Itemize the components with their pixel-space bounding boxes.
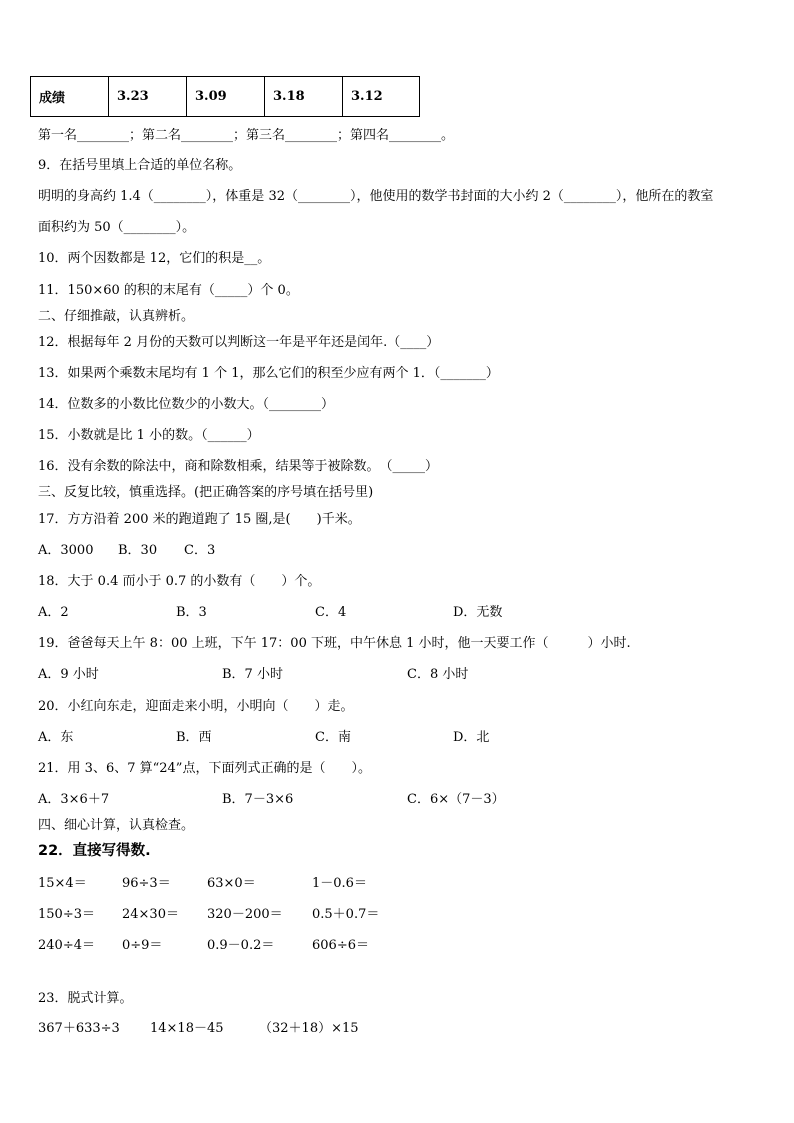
q14: 14．位数多的小数比位数少的小数大。（________） — [38, 397, 335, 412]
q21-option-c: C．6×（7－3） — [407, 792, 505, 807]
calc-item: 320－200＝ — [207, 907, 283, 922]
q18-option-a: A．2 — [38, 605, 69, 620]
rank-answer-line: 第一名________；第二名________；第三名________；第四名________。 — [38, 128, 455, 143]
calc-item: 0.9－0.2＝ — [207, 938, 275, 953]
q18-option-c: C．4 — [315, 605, 347, 620]
calc-item: 15×4＝ — [38, 876, 87, 891]
q19-option-b: B．7 小时 — [222, 667, 283, 682]
table-cell: 3.12 — [343, 77, 420, 117]
q19-stem: 19．爸爸每天上午 8：00 上班，下午 17：00 下班，中午休息 1 小时，他一天要工作（ ）小时. — [38, 636, 631, 651]
q19-option-c: C．8 小时 — [407, 667, 469, 682]
q20-stem: 20．小红向东走，迎面走来小明，小明向（ ）走。 — [38, 699, 354, 714]
calc-item: 150÷3＝ — [38, 907, 95, 922]
calc-item: 24×30＝ — [122, 907, 179, 922]
q20-option-b: B．西 — [176, 730, 212, 745]
q23-title: 23．脱式计算。 — [38, 991, 133, 1006]
q17-option-c: C．3 — [184, 543, 216, 558]
q20-option-a: A．东 — [38, 730, 74, 745]
q18-stem: 18．大于 0.4 而小于 0.7 的小数有（ ）个。 — [38, 574, 321, 589]
q20-option-d: D．北 — [453, 730, 490, 745]
calc-item: （32＋18）×15 — [259, 1021, 359, 1036]
calc-item: 606÷6＝ — [312, 938, 369, 953]
calc-item: 1－0.6＝ — [312, 876, 367, 891]
calc-item: 0.5＋0.7＝ — [312, 907, 380, 922]
table-cell: 3.23 — [109, 77, 187, 117]
calc-item: 367＋633÷3 — [38, 1021, 120, 1036]
section-2-heading: 二、仔细推敲，认真辨析。 — [38, 309, 195, 324]
q21-option-a: A．3×6＋7 — [38, 792, 110, 807]
q9-line2: 面积约为 50（________）。 — [38, 220, 196, 235]
q20-option-c: C．南 — [315, 730, 351, 745]
calc-item: 96÷3＝ — [122, 876, 171, 891]
table-row — [31, 77, 420, 117]
q18-option-b: B．3 — [176, 605, 207, 620]
q18-option-d: D．无数 — [453, 605, 503, 620]
q13: 13．如果两个乘数末尾均有 1 个 1，那么它们的积至少应有两个 1．（_______） — [38, 366, 499, 381]
q12: 12．根据每年 2 月份的天数可以判断这一年是平年还是闰年.（____） — [38, 335, 440, 350]
table-cell: 3.18 — [265, 77, 343, 117]
q10: 10．两个因数都是 12，它们的积是__。 — [38, 251, 271, 266]
calc-item: 0÷9＝ — [122, 938, 163, 953]
table-cell: 3.09 — [187, 77, 265, 117]
q17-option-a: A．3000 — [38, 543, 94, 558]
q11: 11．150×60 的积的末尾有（_____）个 0。 — [38, 283, 299, 298]
q17-option-b: B．30 — [118, 543, 158, 558]
calc-item: 14×18－45 — [150, 1021, 224, 1036]
q15: 15．小数就是比 1 小的数。（______） — [38, 428, 260, 443]
q9-title: 9．在括号里填上合适的单位名称。 — [38, 158, 242, 173]
section-3-heading: 三、反复比较，慎重选择。(把正确答案的序号填在括号里) — [38, 485, 374, 500]
q21-stem: 21．用 3、6、7 算“24”点，下面列式正确的是（ ）。 — [38, 761, 371, 776]
q21-option-b: B．7－3×6 — [222, 792, 294, 807]
q19-option-a: A．9 小时 — [38, 667, 99, 682]
calc-item: 240÷4＝ — [38, 938, 95, 953]
calc-item: 63×0＝ — [207, 876, 256, 891]
table-header-cell: 成绩 — [31, 77, 109, 117]
q22-title: 22．直接写得数. — [38, 843, 151, 859]
q17-stem: 17．方方沿着 200 米的跑道跑了 15 圈,是( )千米。 — [38, 512, 361, 527]
section-4-heading: 四、细心计算，认真检查。 — [38, 818, 195, 833]
q9-line1: 明明的身高约 1.4（________），体重是 32（________），他使用的数学书封面的大小约 2（________），他所在的教室 — [38, 189, 714, 204]
q16: 16．没有余数的除法中，商和除数相乘，结果等于被除数。 （_____） — [38, 459, 439, 474]
score-table — [30, 76, 420, 117]
